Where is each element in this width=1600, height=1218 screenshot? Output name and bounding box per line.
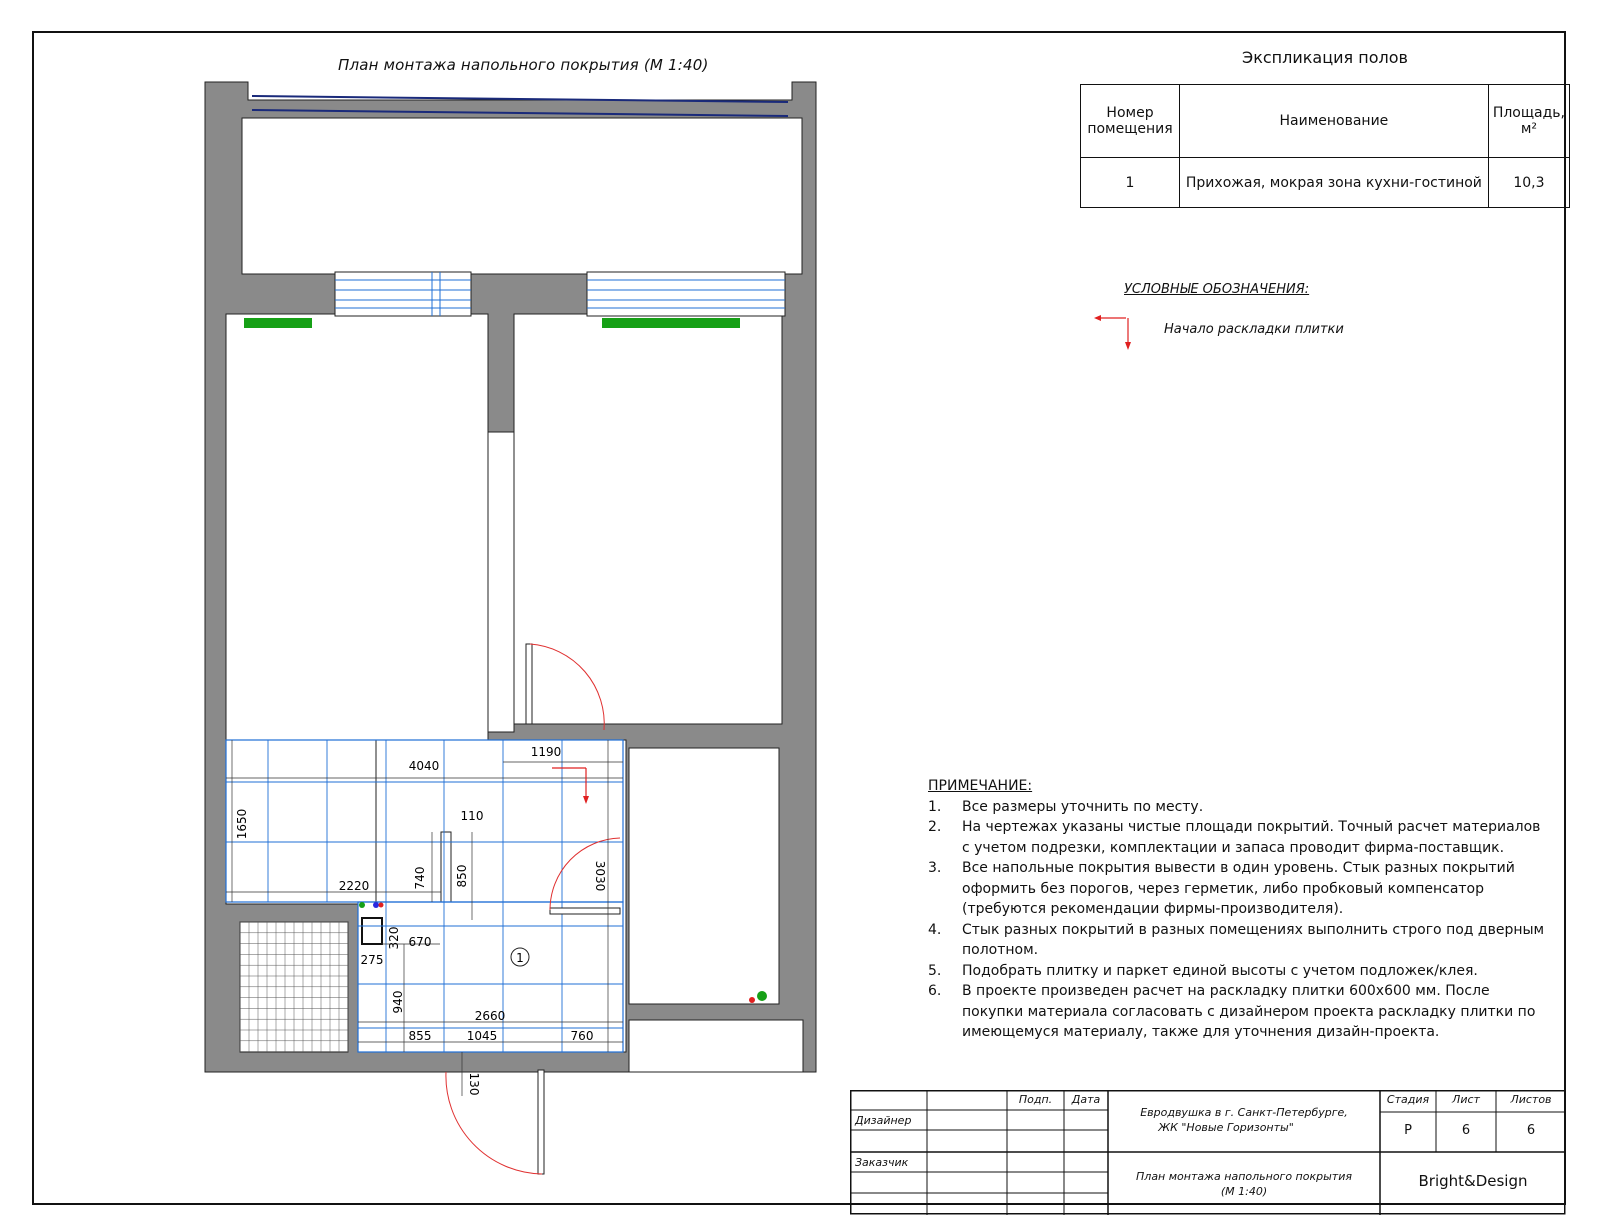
stamp-stage-label: Стадия — [1386, 1093, 1430, 1106]
corridor-gap — [488, 432, 514, 732]
legend-title: УСЛОВНЫЕ ОБОЗНАЧЕНИЯ: — [1124, 282, 1310, 297]
note-item: 2. На чертежах указаны чистые площади покрытий. Точный расчет материалов с учетом подрезки, комплектации и запаса проводит фирма-поставщик. — [928, 819, 1541, 856]
dimension-label: 855 — [408, 1029, 432, 1043]
stamp-col-sign: Подп. — [1018, 1093, 1053, 1106]
stamp-sheet-title-line1: План монтажа напольного покрытия — [1136, 1170, 1352, 1183]
walls — [205, 82, 816, 1072]
balcony-room — [242, 118, 802, 274]
dimension-label: 670 — [408, 935, 432, 949]
explication-table — [1080, 84, 1570, 208]
stamp-sheets-value: 6 — [1526, 1123, 1536, 1138]
note-item: 4. Стык разных покрытий в разных помещениях выполнить строго под дверным полотном. — [928, 921, 1545, 958]
bath-room — [629, 1020, 803, 1072]
legend-item-label: Начало раскладки плитки — [1164, 322, 1344, 337]
utility-dot — [373, 902, 379, 908]
stamp-company: Bright&Design — [1418, 1172, 1528, 1190]
radiator-left — [244, 318, 312, 328]
note-item: 5. Подобрать плитку и паркет единой высоты с учетом подложек/клея. — [928, 962, 1478, 979]
expl-cell-name: Прихожая, мокрая зона кухни-гостиной — [1180, 158, 1489, 208]
window-opening-right — [587, 272, 785, 316]
dimension-label: 740 — [413, 866, 427, 890]
expl-header-number: Номер помещения — [1081, 85, 1180, 158]
stamp-role-designer: Дизайнер — [855, 1114, 912, 1127]
door-leaf-right-room — [526, 644, 532, 724]
radiator-right — [602, 318, 740, 328]
dimension-label: 2220 — [338, 879, 370, 893]
window-opening-left — [335, 272, 471, 316]
stamp-project-line2: ЖК "Новые Горизонты" — [1158, 1121, 1294, 1134]
dimension-label: 1650 — [235, 808, 249, 840]
partition-stub — [441, 832, 451, 902]
stamp-stage-value: Р — [1404, 1123, 1412, 1138]
expl-cell-area: 10,3 — [1488, 158, 1569, 208]
notes-title: ПРИМЕЧАНИЕ: — [928, 778, 1033, 794]
dimension-label: 110 — [460, 809, 484, 823]
dimension-label: 4040 — [408, 759, 440, 773]
utility-dot — [379, 903, 384, 908]
note-item: 1. Все размеры уточнить по месту. — [928, 798, 1204, 815]
explication-title: Экспликация полов — [1242, 48, 1408, 67]
tile-start-arrow-icon — [1094, 312, 1134, 352]
room-number-label: 1 — [516, 951, 524, 965]
column-box — [362, 918, 382, 944]
door-leaf-storage — [550, 908, 620, 914]
expl-header-name: Наименование — [1180, 85, 1489, 158]
stamp-role-customer: Заказчик — [855, 1156, 909, 1169]
dimension-label: 3030 — [593, 860, 607, 892]
dimension-label: 760 — [570, 1029, 594, 1043]
utility-dot — [749, 997, 755, 1003]
dimension-label: 1045 — [466, 1029, 498, 1043]
dimension-label: 275 — [360, 953, 384, 967]
expl-cell-number: 1 — [1081, 158, 1180, 208]
stamp-sheet-label: Лист — [1452, 1093, 1480, 1106]
dimension-label: 130 — [467, 1072, 481, 1096]
stamp-sheet-value: 6 — [1461, 1123, 1471, 1138]
plan-title: План монтажа напольного покрытия (М 1:40) — [338, 56, 709, 74]
expl-header-area: Площадь, м² — [1488, 85, 1569, 158]
stamp-col-date: Дата — [1071, 1093, 1101, 1106]
dimension-label: 2660 — [474, 1009, 506, 1023]
utility-dot — [359, 902, 365, 908]
title-block — [850, 1090, 1566, 1215]
stamp-sheets-label: Листов — [1510, 1093, 1552, 1106]
storage-room — [629, 748, 779, 1004]
dimension-label: 850 — [455, 864, 469, 888]
note-item: 6. В проекте произведен расчет на раскладку плитки 600х600 мм. После покупки материала согласовать с дизайнером проекта раскладку плитки по имеющемуся материалу, также для уточнения дизайн-проекта. — [928, 983, 1536, 1040]
notes-block — [928, 776, 1548, 1043]
stamp-project-line1: Евродвушка в г. Санкт-Петербурге, — [1140, 1106, 1348, 1119]
dimension-label: 1190 — [530, 745, 562, 759]
entry-door-arc — [446, 1072, 542, 1174]
entry-door-leaf — [538, 1070, 544, 1174]
stamp-sheet-title-line2: (М 1:40) — [1220, 1185, 1268, 1198]
right-room — [514, 314, 782, 724]
utility-dot — [757, 991, 767, 1001]
dimension-label: 320 — [387, 926, 401, 950]
note-item: 3. Все напольные покрытия вывести в один уровень. Стык разных покрытий оформить без порогов, через герметик, либо пробковый компенсатор (требуются рекомендации фирмы-производителя). — [928, 860, 1515, 917]
dimension-label: 940 — [391, 990, 405, 1014]
